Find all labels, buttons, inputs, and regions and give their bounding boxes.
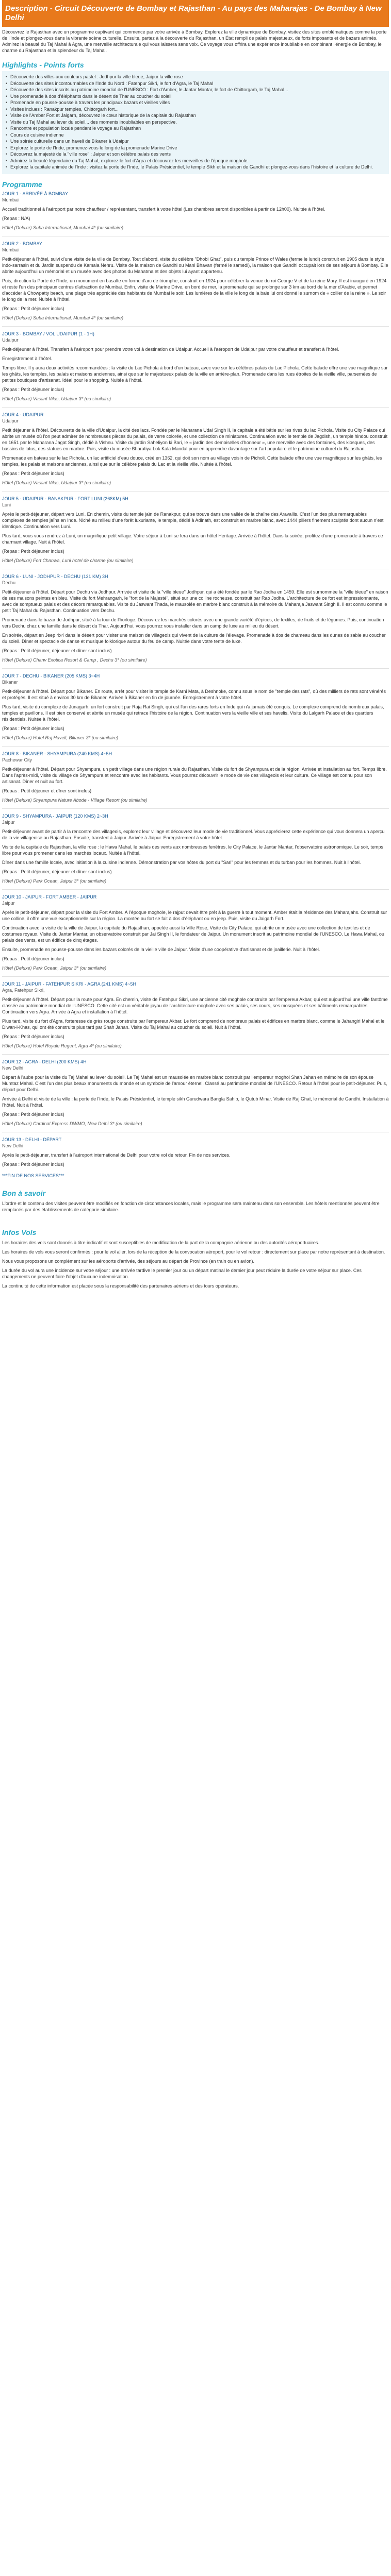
day-section xyxy=(2,1059,389,1127)
day-description xyxy=(2,766,389,794)
day-title: JOUR 10 - JAIPUR - FORT AMBER - JAIPUR xyxy=(2,894,97,900)
day-title: JOUR 6 - LUNI - JODHPUR - DECHU (131 KM) 3H xyxy=(2,573,108,579)
day-paragraph: (Repas : Petit déjeuner inclus) xyxy=(2,725,64,731)
day-paragraph: Petit-déjeuner avant de partir à la rencontre des villageois, explorez leur village et découvrez leur mode de vie traditionnel. Vous apprécierez cette expérience qui vous donnera un aperçu de la vie villageoise au Rajasthan. Ensuite, transfert à Jaipur. Arrivée à Jaipur. Enregistrement à votre hôtel. xyxy=(2,828,385,840)
end-note: ***FIN DE NOS SERVICES*** xyxy=(2,1173,64,1178)
highlight-item: • Explorez la capitale animée de l'Inde : visitez la porte de l'Inde, le Palais Présidentiel, le temple Sikh et la maison de Gandhi et plongez-vous dans l'histoire et la culture de Delhi. xyxy=(5,164,386,171)
day-paragraph: Petit-déjeuner à l'hôtel. Départ pour la route pour Agra. En chemin, visite de Fatehpur Sikri, une ancienne cité moghole construite par l'empereur Akbar, qui est aujourd'hui une ville fantôme classée au patrimoine mondial de l'UNESCO. Cette cité est un véritable joyau de l'architecture moghole avec ses palais, ses cours, ses mosquées et ses bâtiments remarquables. Continuation vers Agra. Arrivée à Agra et installation à l'hôtel. xyxy=(2,996,388,1014)
day-city: Mumbai xyxy=(2,197,19,202)
day-paragraph: Enregistrement à l'hôtel. xyxy=(2,355,52,361)
day-section xyxy=(2,894,389,971)
highlight-item: • Promenade en pousse-pousse à travers les principaux bazars et vieilles villes xyxy=(5,100,386,106)
day-divider xyxy=(2,326,389,327)
day-divider xyxy=(2,491,389,492)
day-section xyxy=(2,241,389,321)
day-paragraph: (Repas : Petit déjeuner inclus) xyxy=(2,386,64,392)
day-section xyxy=(2,496,389,564)
day-paragraph: En soirée, départ en Jeep 4x4 dans le désert pour visiter une maison de villageois qui vivent de la culture de l'élevage. Promenade à dos de chameau dans les dunes de sable au coucher du soleil. Dîner et spectacle de danse et musique folklorique autour du feu de camp. Nuitée dans votre tente de luxe. xyxy=(2,632,386,644)
day-hotel: Hôtel (Deluxe) Fort Chanwa, Luni hotel de charme (ou similaire) xyxy=(2,557,134,563)
programme-days xyxy=(2,191,389,1167)
day-hotel: Hôtel (Deluxe) Hotel Raj Haveli, Bikaner 3* (ou similaire) xyxy=(2,735,119,740)
good-to-know-paragraph: L'ordre et le contenu des visites peuvent être modifiés en fonction de circonstances locales, mais le programme sera maintenu dans son ensemble. Les hôtels mentionnés peuvent être remplacés par des établissements de catégorie similaire. xyxy=(2,1200,380,1212)
highlight-item: • Découverte des villes aux couleurs pastel : Jodhpur la ville bleue, Jaipur la ville rose xyxy=(5,74,386,80)
day-hotel: Hôtel (Deluxe) Chanv Exotica Resort & Camp , Dechu 3* (ou similaire) xyxy=(2,657,147,663)
day-divider xyxy=(2,668,389,669)
highlight-item: • Rencontre et population locale pendant le voyage au Rajasthan xyxy=(5,126,386,132)
highlight-item: • Une soirée culturelle dans un haveli de Bikaner à Udaipur xyxy=(5,139,386,145)
highlight-item: • Une promenade à dos d'éléphants dans le désert de Thar au coucher du soleil xyxy=(5,94,386,100)
highlight-item: • Explorez le porte de l'Inde, promenez-vous le long de la promenade Marine Drive xyxy=(5,145,386,151)
day-section xyxy=(2,412,389,486)
day-city: Udaipur xyxy=(2,418,19,423)
day-paragraph: Plus tard, visite du complexe de Junagarh, un fort construit par Raja Rai Singh, qui est l'un des rares forts en Inde qui n'a jamais été conquis. Le complexe comprend de nombreux palais, temples et pavillons. Il est bien conservé et abrite un musée qui retrace l'histoire de la région. Continuation vers la vieille ville et ses havelis. Visite du Lalgarh Palace et des quartiers résidentiels. Nuitée à l'hôtel. xyxy=(2,704,384,722)
day-city: Jaipur xyxy=(2,819,15,825)
flight-info-paragraph: Les horaires des vols sont donnés à titre indicatif et sont susceptibles de modification de la part de la compagnie aérienne ou des autorités aéroportuaires. xyxy=(2,1240,319,1245)
day-paragraph: Ensuite, promenade en pousse-pousse dans les bazars colorés de la vieille ville de Jaipur. Visite d'une coopérative d'artisanat et de joaillerie. Nuit à l'hôtel. xyxy=(2,946,320,952)
highlight-item: • Visite de l'Amber Fort et Jaigarh, découvrez le cœur historique de la capitale du Rajasthan xyxy=(5,113,386,119)
day-description xyxy=(2,427,389,477)
day-description xyxy=(2,511,389,554)
day-city: Pachewar City xyxy=(2,757,32,762)
day-description xyxy=(2,1074,389,1117)
day-description xyxy=(2,996,389,1040)
day-hotel: Hôtel (Deluxe) Suba International, Mumbai 4* (ou similaire) xyxy=(2,225,124,230)
day-hotel: Hôtel (Deluxe) Suba International, Mumbai 4* (ou similaire) xyxy=(2,315,124,320)
day-divider xyxy=(2,1054,389,1055)
day-paragraph: (Repas : Petit déjeuner, déjeuner et dîner sont inclus) xyxy=(2,869,112,874)
day-divider xyxy=(2,976,389,977)
highlight-item: • Visite du Taj Mahal au lever du soleil... des moments inoubliables en perspective. xyxy=(5,120,386,126)
day-title: JOUR 11 - JAIPUR - FATEHPUR SIKRI - AGRA (241 KMS) 4~5H xyxy=(2,981,136,987)
programme-heading: Programme xyxy=(2,180,42,189)
highlights-list xyxy=(5,74,386,171)
day-description xyxy=(2,346,389,393)
highlight-item: • Cours de cuisine indienne xyxy=(5,132,386,139)
day-title: JOUR 4 - UDAIPUR xyxy=(2,412,44,417)
day-section xyxy=(2,191,389,231)
day-paragraph: Plus tard, vous vous rendrez à Luni, un magnifique petit village. Votre séjour à Luni se fera dans un hôtel Heritage. Arrivée à l'hôtel. Dans la soirée, profitez d'une promenade à travers ce charmant village. Nuit à l'hôtel. xyxy=(2,533,383,545)
flight-info-paragraph: Nous vous proposons un complément sur les aéroports d'arrivée, des séjours au départ de Province (en train ou en avion). xyxy=(2,1258,254,1264)
day-paragraph: Petit-déjeuner à l'hôtel, suivi d'une visite de la ville de Bombay. Tout d'abord, visite du célèbre "Dhobi Ghat", puis du temple Prince of Wales (ferme le lundi) construit en 1905 dans le style indo-sarrasin et du Jardin suspendu de Kamala Nehru. Visite de la maison de Gandhi ou Mani Bhavan (fermé le samedi), la maison que Gandhi occupait lors de ses séjours à Bombay. Elle abrite aujourd'hui un mémorial et un musée avec des photos du Mahatma et des objets lui ayant appartenu. xyxy=(2,256,388,274)
intro xyxy=(2,29,389,54)
day-paragraph: (Repas : Petit déjeuner inclus) xyxy=(2,956,64,961)
day-city: Luni xyxy=(2,502,11,507)
day-city: Bikaner xyxy=(2,679,18,685)
day-paragraph: Petit-déjeuner à l'hôtel. Transfert à l'aéroport pour prendre votre vol à destination de Udaipur. Accueil à l'aéroport de Udaipur par votre chauffeur et transfert à l'hôtel. xyxy=(2,346,339,352)
day-paragraph: Promenade en bateau sur le lac Pichola, un lac artificiel d'eau douce, créé en 1362, qui doit son nom au village voisin de Picholi. Cette balade offre une vue magnifique sur les ghâts, les temples, les palais et maisons anciennes, ainsi que sur le célèbre palais du Lac et la vieille ville. Nuitée à l'hôtel. xyxy=(2,455,382,467)
day-city: Agra, Fatehpur Sikri, xyxy=(2,987,45,993)
day-hotel: Hôtel (Deluxe) Park Ocean, Jaipur 3* (ou similaire) xyxy=(2,878,107,884)
highlight-item: • Admirez la beauté légendaire du Taj Mahal, explorez le fort d'Agra et découvrez les merveilles de l'époque moghole. xyxy=(5,158,386,164)
day-description xyxy=(2,828,389,875)
day-paragraph: (Repas : Petit déjeuner et dîner sont inclus) xyxy=(2,788,92,793)
day-description xyxy=(2,589,389,654)
day-title: JOUR 9 - SHYAMPURA - JAIPUR (120 KMS) 2~3H xyxy=(2,813,108,819)
day-divider xyxy=(2,808,389,809)
day-city: Jaipur xyxy=(2,900,15,906)
day-paragraph: Après le petit-déjeuner, départ vers Luni. En chemin, visite du temple jaïn de Ranakpur, qui se trouve dans une vallée de la chaîne des Aravallis. C'est l'un des plus remarquables complexes de temples jaïns en Inde. Niché au milieu d'une forêt luxuriante, le temple, dédié à Adinath, est construit en marbre blanc, avec 1444 piliers finement sculptés dont aucun n'est identique. Continuation vers Luni. xyxy=(2,511,384,529)
day-paragraph: (Repas : Petit déjeuner inclus) xyxy=(2,1111,64,1117)
day-title: JOUR 8 - BIKANER - SHYAMPURA (240 KMS) 4~5H xyxy=(2,751,112,756)
day-paragraph: Continuation avec la visite de la ville de Jaipur, la capitale du Rajasthan, appelée aussi la Ville Rose, Visite du City Palace, qui abrite un musée avec une collection de textiles et de costumes royaux. Visite du Jantar Mantar, un observatoire construit par Jai Singh II, le fondateur de Jaipur. Un monument inscrit au patrimoine mondial de l'UNESCO. Le Hawa Mahal, ou palais des vents, est un édifice de cinq étages. xyxy=(2,925,384,943)
day-section xyxy=(2,331,389,402)
day-divider xyxy=(2,746,389,747)
day-section xyxy=(2,981,389,1049)
day-title: JOUR 13 - DELHI - DÉPART xyxy=(2,1137,62,1142)
day-paragraph: Petit-déjeuner à l'hôtel. Départ pour Dechu via Jodhpur. Arrivée et visite de la "ville bleue" Jodhpur, qui a été fondée par le Rao Jodha en 1459. Elle est surnommée la "ville bleue" en raison de ses maisons peintes en bleu. Visite du fort Mehrangarh, le "fort de la Majesté", situé sur une colline rocheuse, construit par Rao Jodha. L'architecture de ce fort est impressionnante, avec de somptueux palais et des décors remarquables. Visite du Jaswant Thada, le mausolée en marbre blanc construit à la mémoire du Maharaja Jaswant Singh II. Il est connu comme le petit Taj Mahal du Rajasthan. Continuation vers Dechu. xyxy=(2,589,388,613)
day-city: New Delhi xyxy=(2,1065,24,1071)
highlight-item: • Découvrez la majesté de la "ville rose" : Jaipur et son célèbre palais des vents xyxy=(5,151,386,158)
day-hotel: Hôtel (Deluxe) Cardinal Express DWMO, New Delhi 3* (ou similaire) xyxy=(2,1121,142,1126)
day-description xyxy=(2,688,389,732)
day-hotel: Hôtel (Deluxe) Park Ocean, Jaipur 3* (ou similaire) xyxy=(2,965,107,971)
day-city: Udaipur xyxy=(2,337,19,343)
day-paragraph: Petit déjeuner à l'hôtel. Découverte de la ville d'Udaipur, la cité des lacs. Fondée par le Maharana Udai Singh II, la capitale a été bâtie sur les rives du lac Pichola. Visite du City Palace qui abrite un musée où l'on peut admirer de nombreuses pièces du palais, de verre colorée, et une collection de miniatures. Continuation avec le temple de Jagdish, un temple hindou construit en 1651 par le Maharana Jagat Singh, dédié à Vishnu. Visite du jardin Saheliyon ki Bari, le « jardin des demoiselles d'honneur », une merveille avec des fontaines, des kiosques, des bassins de lotus, des statues en marbre. Puis, visite du musée Bharatiya Lok Kala Mandal pour en apprendre davantage sur l'art populaire et le patrimoine culturel du Rajasthan. xyxy=(2,427,388,451)
day-paragraph: Puis, direction la Porte de l'Inde, un monument en basalte en forme d'arc de triomphe, construit en 1924 pour célébrer la venue du roi George V et de la reine Mary. Il est inauguré en 1924 et reste l'un des principaux centres d'attraction de Mumbai. Enfin, visite de Marine Drive, en bord de mer, la promenade qui se prolonge sur 3 km au bord de la mer d'Arabie, et permet d'accéder à Chowpatty beach, une plage très appréciée des habitants de Mumbai le soir. Les lumières de la ville le long de la baie lui ont donné le surnom de « collier de la reine ». Le soir le long de la mer. Nuitée à l'hôtel. xyxy=(2,278,387,302)
day-section xyxy=(2,573,389,663)
day-title: JOUR 5 - UDAIPUR - RANAKPUR - FORT LUNI (268KM) 5H xyxy=(2,496,128,501)
day-hotel: Hôtel (Deluxe) Hotel Royale Regent, Agra 4* (ou similaire) xyxy=(2,1043,122,1048)
day-paragraph: Petit-déjeuner à l'hôtel. Départ pour Shyampura, un petit village dans une région rurale du Rajasthan. Visite du fort de Shyampura et de la région. Arrivée et installation au fort. Temps libre. Dans l'après-midi, visite du village de Shyampura et rencontre avec les habitants. Vous pourrez découvrir le mode de vie des villageois et leur culture. Ce village est connu pour son artisanat. Dîner et nuit au fort. xyxy=(2,766,387,784)
day-paragraph: Visite de la capitale du Rajasthan, la ville rose : le Hawa Mahal, le palais des vents aux nombreuses fenêtres, le City Palace, le Jantar Mantar, l'observatoire astronomique. Le soir, temps libre pour vous promener dans les marchés locaux. Nuitée à l'hôtel. xyxy=(2,844,383,856)
day-city: Dechu xyxy=(2,580,16,585)
flight-info-text xyxy=(2,1240,389,1289)
flight-info-paragraph: Les horaires de vols vous seront confirmés : pour le vol aller, lors de la réception de la convocation aéroport, pour le vol retour : directement sur place par notre représentant à destination. xyxy=(2,1249,385,1255)
day-description xyxy=(2,256,389,312)
day-paragraph: Après le petit-déjeuner, transfert à l'aéroport international de Delhi pour votre vol de retour. Fin de nos services. xyxy=(2,1152,231,1158)
day-paragraph: Promenade dans le bazar de Jodhpur, situé à la tour de l'horloge. Découvrez les marchés colorés avec une grande variété d'épices, de textiles, de fruits et de légumes. Puis, continuation vers Dechu chez une famille dans le désert du Thar. Aujourd'hui, vous pourrez vous installer dans un camp de luxe au milieu du désert. xyxy=(2,617,384,629)
flight-info-heading: Infos Vols xyxy=(2,1228,37,1236)
flight-info-paragraph: La continuité de cette information est placée sous la responsabilité des partenaires aériens et des tours opérateurs. xyxy=(2,1283,239,1289)
day-section xyxy=(2,751,389,803)
highlight-item: • Découverte des sites inscrits au patrimoine mondial de l'UNESCO : Fort d'Amber, le Jantar Mantar, le fort de Chittorgarh, le Taj Mahal... xyxy=(5,87,386,93)
page-title: Description - Circuit Découverte de Bombay et Rajasthan - Au pays des Maharajas - De Bombay à New Delhi xyxy=(5,4,382,22)
day-hotel: Hôtel (Deluxe) Vasant Vilas, Udaipur 3* (ou similaire) xyxy=(2,396,111,401)
day-paragraph: (Repas : Petit déjeuner inclus) xyxy=(2,306,64,311)
day-paragraph: (Repas : Petit déjeuner, déjeuner et dîner sont inclus) xyxy=(2,648,112,653)
title-banner xyxy=(2,0,389,27)
day-paragraph: (Repas : Petit déjeuner inclus) xyxy=(2,1161,64,1167)
day-title: JOUR 3 - BOMBAY / VOL UDAIPUR (1 - 1H) xyxy=(2,331,94,336)
day-paragraph: (Repas : Petit déjeuner inclus) xyxy=(2,470,64,476)
highlights-box xyxy=(2,71,389,174)
day-divider xyxy=(2,407,389,408)
highlight-item: • Visites inclues : Ranakpur temples, Chittorgarh fort... xyxy=(5,107,386,113)
intro-paragraph: Découvrez le Rajasthan avec un programme captivant qui commence par votre arrivée à Bombay. Explorez la ville dynamique de Bombay, visitez des sites emblématiques comme la porte de l'Inde et plongez-vous dans la vibrante scène culturelle. Ensuite, partez à la découverte du Rajasthan, un État rempli de palais majestueux, de forts imposants et de bazars animés. Admirez la beauté du Taj Mahal à Agra, une merveille architecturale qui vous laissera sans voix. Ce voyage vous offrira une expérience inoubliable en combinant l'énergie de Bombay, le charme du Rajasthan et la splendeur du Taj Mahal. xyxy=(2,29,387,53)
day-title: JOUR 12 - AGRA - DELHI (200 KMS) 4H xyxy=(2,1059,87,1064)
day-hotel: Hôtel (Deluxe) Vasant Vilas, Udaipur 3* (ou similaire) xyxy=(2,480,111,485)
day-title: JOUR 7 - DECHU - BIKANER (205 KMS) 3~4H xyxy=(2,673,100,679)
day-city: Mumbai xyxy=(2,247,19,252)
day-paragraph: Petit-déjeuner à l'hôtel. Départ pour Bikaner. En route, arrêt pour visiter le temple de Karni Mata, à Deshnoke, connu sous le nom de "temple des rats", où des milliers de rats sont vénérés et protégés. Il est situé à environ 30 km de Bikaner. Arrivée à Bikaner en fin de journée. Enregistrement à votre hôtel. xyxy=(2,688,386,700)
day-paragraph: Dîner dans une famille locale, avec initiation à la cuisine indienne. Démonstration par vos hôtes du port du "Sari" pour les femmes et du turban pour les hommes. Nuit à l'hôtel. xyxy=(2,859,361,865)
day-paragraph: Départ à l'aube pour la visite du Taj Mahal au lever du soleil. Le Taj Mahal est un mausolée en marbre blanc construit par l'empereur moghol Shah Jahan en mémoire de son épouse Mumtaz Mahal. C'est l'un des plus beaux monuments du monde et un symbole de l'amour éternel. Classé au patrimoine mondial de l'UNESCO. Retour à l'hôtel pour le petit-déjeuner. Puis, départ pour Delhi. xyxy=(2,1074,387,1092)
day-city: New Delhi xyxy=(2,1143,24,1148)
day-divider xyxy=(2,889,389,890)
flight-info-paragraph: La durée du vol aura une incidence sur votre séjour : une arrivée tardive le premier jour ou un départ matinal le dernier jour peut réduire la durée de votre séjour sur place. Ces changements ne peuvent faire l'objet d'aucune indemnisation. xyxy=(2,1267,362,1279)
day-section xyxy=(2,813,389,884)
day-paragraph: Plus tard, visite du fort d'Agra, forteresse de grès rouge construite par l'empereur Akbar. Le fort comprend de nombreux palais et édifices en marbre blanc, comme le Jahangiri Mahal et le Diwan-i-Khas, qui ont été construits plus tard par Shah Jahan. Visite du Taj Mahal au coucher du soleil. Nuit à l'hôtel. xyxy=(2,1018,385,1030)
highlights-heading: Highlights - Points forts xyxy=(2,61,84,69)
good-to-know-heading: Bon à savoir xyxy=(2,1189,46,1197)
day-paragraph: Accueil traditionnel à l'aéroport par notre chauffeur / représentant, transfert à votre hôtel (Les chambres seront disponibles à partir de 12h00). Nuitée à l'hôtel. xyxy=(2,206,325,212)
day-paragraph: Arrivée à Delhi et visite de la ville : la porte de l'Inde, le Palais Présidentiel, le temple sikh Gurudwara Bangla Sahib, le Qutub Minar. Visite de Raj Ghat, le mémorial de Gandhi. Installation à l'hôtel. Nuit à l'hôtel. xyxy=(2,1096,389,1108)
day-paragraph: (Repas : Petit déjeuner inclus) xyxy=(2,548,64,554)
day-hotel: Hôtel (Deluxe) Shyampura Nature Abode - Village Resort (ou similaire) xyxy=(2,797,148,803)
day-description xyxy=(2,1152,389,1167)
day-title: JOUR 1 - ARRIVÉE À BOMBAY xyxy=(2,191,68,196)
day-paragraph: (Repas : Petit déjeuner inclus) xyxy=(2,1033,64,1039)
day-section xyxy=(2,673,389,741)
day-description xyxy=(2,206,389,222)
day-paragraph: Temps libre. Il y aura deux activités recommandées : la visite du Lac Pichola à bord d'un bateau, avec vue sur les célèbres palais du Lac Pichola. Cette balade offre une vue magnifique sur les ghâts, les temples, les palais et maisons anciennes, ainsi que sur le majestueux palais de la ville en arrière-plan. Promenade dans les rues étroites de la vieille ville, parsemées de petites boutiques d'artisanat. Idéal pour le shopping. Nuitée à l'hôtel. xyxy=(2,365,388,383)
day-section xyxy=(2,1137,389,1167)
day-paragraph: Après le petit-déjeuner, départ pour la visite du Fort Amber. À l'époque moghole, le rajput devait être prêt à la guerre à tout moment. Amber était la résidence des Maharajahs. Construit sur une colline, il offre une vue exceptionnelle sur la région. La montée au fort se fait à dos d'éléphant ou en jeep. Puis, visite du Jaigarh Fort. xyxy=(2,909,387,921)
day-paragraph: (Repas : N/A) xyxy=(2,215,30,221)
good-to-know-text xyxy=(2,1200,389,1213)
day-description xyxy=(2,909,389,962)
day-title: JOUR 2 - BOMBAY xyxy=(2,241,42,246)
highlight-item: • Découverte des sites incontournables de l'Inde du Nord : Fatehpur Sikri, le fort d'Agra, le Taj Mahal xyxy=(5,81,386,87)
